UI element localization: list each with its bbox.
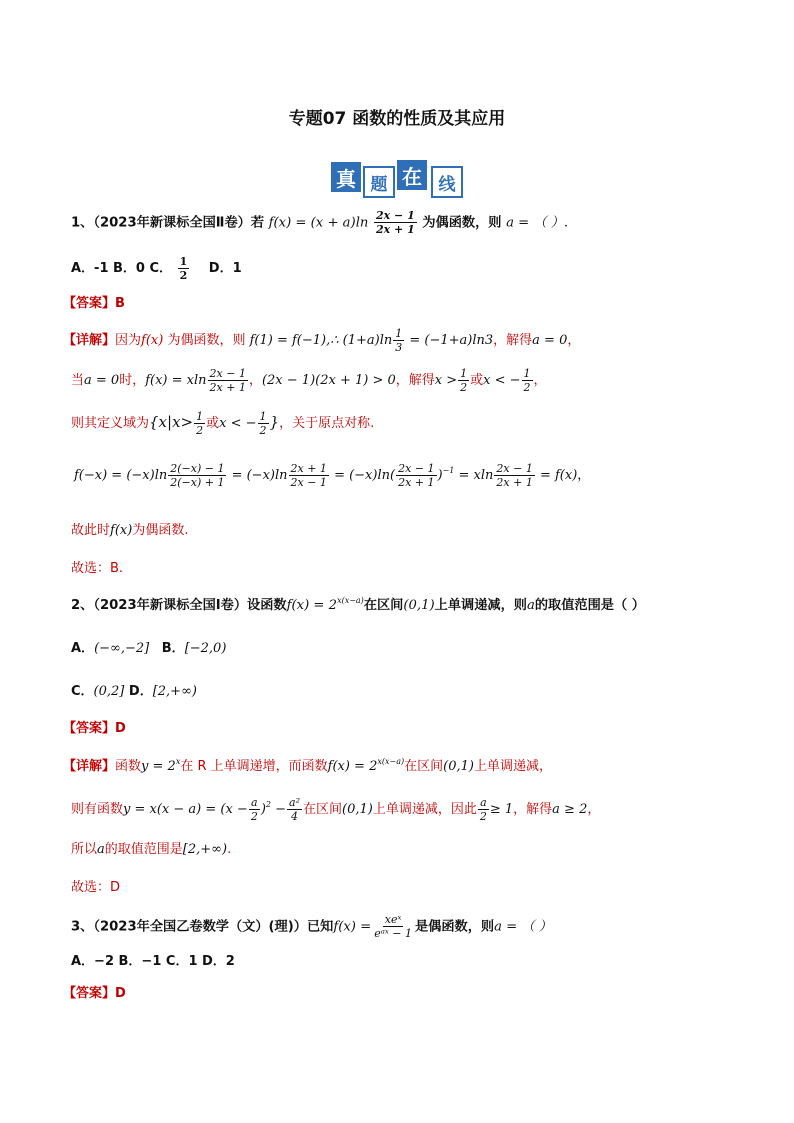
q2-answer: 【答案】D (63, 721, 126, 736)
section-badge (327, 158, 467, 198)
q1-options: A．-1 B．0 C． $\frac{1}{2}$ D．1 (71, 255, 242, 282)
question-2: 2、（2023年新课标全国Ⅰ卷）设函数$f(x) = 2^{x(x-a)}$在区间(0,1)上单调递减，则a的取值范围是（ ） (71, 596, 645, 613)
badge-char-2: 题 (363, 166, 395, 198)
q2-choose: 故选：D (71, 880, 121, 895)
q1-detail-line-1: 【详解】因为f(x) 为偶函数，则 f(1) = f(−1),∴ (1+a)ln $\frac{1}{3}$ = (−1+a)ln3，解得a = 0， (63, 327, 581, 354)
q2-detail-line-3: 所以a的取值范围是[2,+∞). (71, 842, 232, 857)
page-title: 专题07 函数的性质及其应用 (288, 109, 506, 129)
q2-detail-line-1: 【详解】函数$y = 2^x$在 R 上单调递增，而函数$f(x) = 2^{x(x-a)}$在区间(0,1)上单调递减， (63, 757, 552, 774)
question-3: 3、（2023年全国乙卷数学（文）(理)）已知f(x) = $\frac{\text{xeˣ}}{\text{eᵃˣ − 1}}$ 是偶函数，则a = （ ） (71, 913, 552, 940)
q2-detail-line-2: 则有函数y = x(x − a) = (x − $\frac{a}{2}$ )$^2$ − $\frac{\text{a²}}{4}$ 在区间(0,1)上单调递减，因此 $\frac{a}{2}$ ≥ 1，解得a ≥ 2， (71, 796, 601, 823)
badge-char-1: 真 (331, 162, 361, 192)
q3-options: A．−2 B．−1 C．1 D．2 (71, 954, 235, 969)
q1-detail-line-3: 则其定义域为{x|x> $\frac{1}{2}$ 或x < − $\frac{1}{2}$ }，关于原点对称. (71, 410, 375, 437)
q1-detail-line-4: f(−x) = (−x)ln $\frac{2(-x) - 1}{2(-x) + 1}$ = (−x)ln $\frac{2x + 1}{2x - 1}$ = (−x)ln( $\frac{2x - 1}{2x + 1}$ )$^{-1}$ = xln $\frac{2x - 1}{2x + 1}$ = f(x)， (74, 462, 591, 489)
question-1: 1、（2023年新课标全国Ⅱ卷）若 f(x) = (x + a)ln $\frac{2x - 1}{2x + 1}$ 为偶函数，则 a = （ ）. (71, 209, 569, 236)
badge-char-3: 在 (397, 160, 427, 190)
q1-detail-line-5: 故此时f(x)为偶函数. (71, 523, 189, 538)
q1-fraction: $\frac{2x - 1}{2x + 1}$ (376, 209, 415, 236)
q1-choose: 故选：B. (71, 561, 124, 576)
q2-options-row-1: A．(−∞,−2] B．[−2,0) (71, 641, 227, 656)
q1-answer: 【答案】B (63, 296, 125, 311)
q3-answer: 【答案】D (63, 986, 126, 1001)
badge-char-4: 线 (431, 166, 463, 198)
q2-options-row-2: C．(0,2] D．[2,+∞) (71, 684, 197, 699)
q1-detail-line-2: 当a = 0时，f(x) = xln $\frac{2x - 1}{2x + 1}$ ，(2x − 1)(2x + 1) > 0，解得x > $\frac{1}{2}$ 或x < − $\frac{1}{2}$ ， (71, 367, 547, 394)
